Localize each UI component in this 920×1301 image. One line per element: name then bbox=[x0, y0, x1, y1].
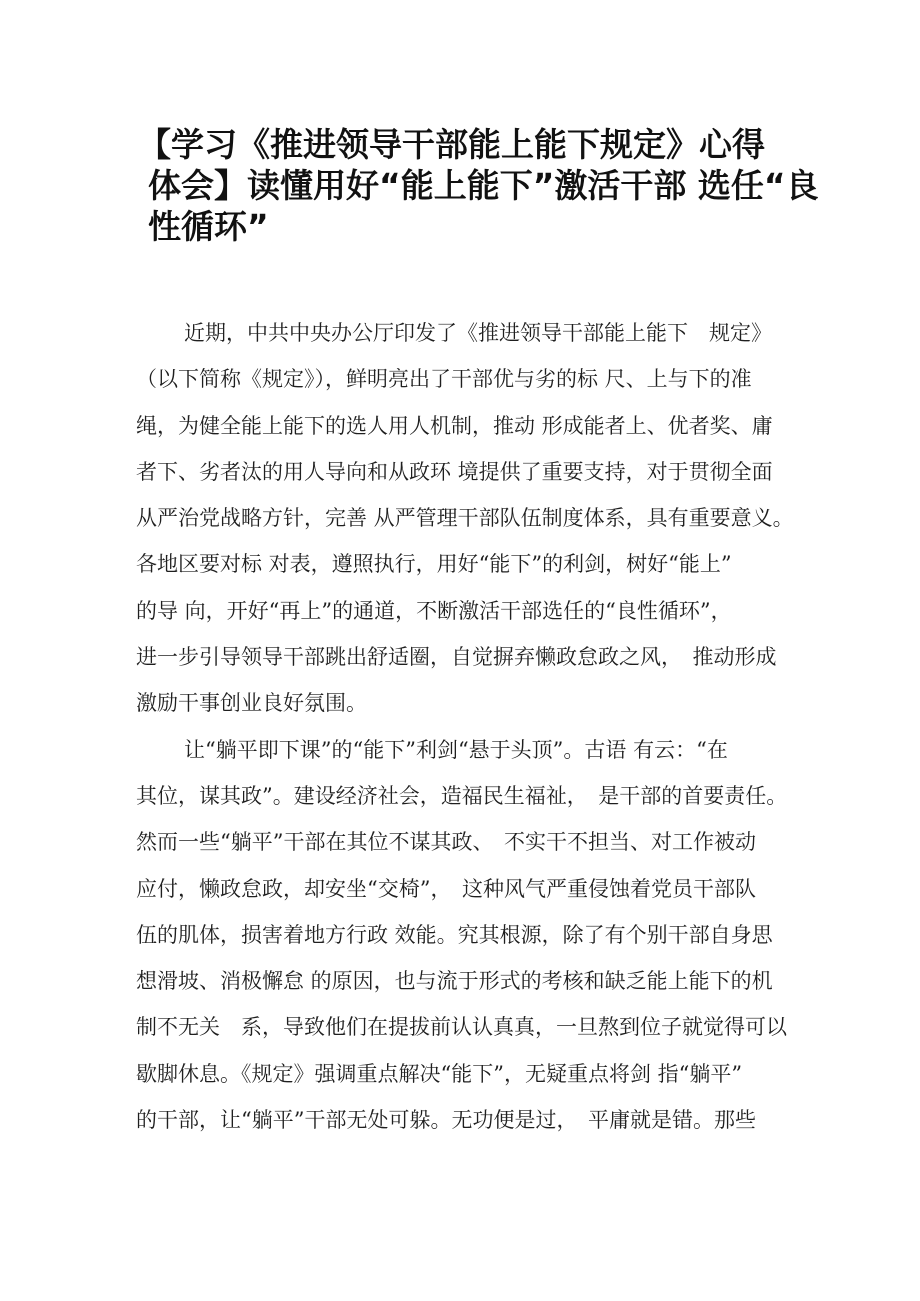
document-title bbox=[138, 124, 819, 247]
title-line: 【学习《推进领导干部能上能下规定》心得 bbox=[138, 125, 765, 164]
text-line: 激励干事创业良好氛围。 bbox=[136, 691, 367, 716]
text-line: 者下、劣者汰的用人导向和从政环 境提供了重要支持，对于贯彻全面 bbox=[136, 459, 773, 484]
text-line: （以下简称《规定》），鲜明亮出了干部优与劣的标 尺、上与下的准 bbox=[136, 367, 752, 392]
title-line: 体会】读懂用好“能上能下”激活干部 选任“良 bbox=[148, 166, 819, 205]
text-line: 进一步引导领导干部跳出舒适圈，自觉摒弃懒政怠政之风， 推动形成 bbox=[136, 645, 777, 670]
text-line: 其位，谋其政”。建设经济社会，造福民生福祉， 是干部的首要责任。 bbox=[136, 783, 788, 808]
text-line: 从严治党战略方针，完善 从严管理干部队伍制度体系，具有重要意义。 bbox=[136, 506, 794, 531]
text-line: 应付，懒政怠政，却安坐“交椅”， 这种风气严重侵蚀着党员干部队 bbox=[136, 876, 756, 901]
text-line: 然而一些“躺平”干部在其位不谋其政、 不实干不担当、对工作被动 bbox=[136, 830, 756, 855]
paragraph bbox=[136, 310, 796, 727]
text-line: 伍的肌体，损害着地方行政 效能。究其根源，除了有个别干部自身思 bbox=[136, 922, 773, 947]
text-line: 歇脚休息。《规定》强调重点解决“能下”，无疑重点将剑 指“躺平” bbox=[136, 1061, 743, 1086]
document-body bbox=[136, 310, 796, 1143]
text-line: 让“躺平即下课”的“能下”利剑“悬于头顶”。古语 有云：“在 bbox=[184, 737, 728, 762]
title-line: 性循环” bbox=[148, 207, 269, 246]
text-line: 的干部，让“躺平”干部无处可躲。无功便是过， 平庸就是错。那些 bbox=[136, 1108, 756, 1133]
text-line: 各地区要对标 对表，遵照执行，用好“能下”的利剑，树好“能上” bbox=[136, 552, 732, 577]
text-line: 的导 向，开好“再上”的通道，不断激活干部选任的“良性循环”， bbox=[136, 598, 732, 623]
text-line: 想滑坡、消极懈怠 的原因，也与流于形式的考核和缺乏能上能下的机 bbox=[136, 969, 773, 994]
paragraph bbox=[136, 727, 796, 1144]
text-line: 近期，中共中央办公厅印发了《推进领导干部能上能下 规定》 bbox=[184, 321, 772, 345]
text-line: 制不无关 系，导致他们在提拔前认认真真，一旦熬到位子就觉得可以 bbox=[136, 1015, 787, 1040]
text-line: 绳，为健全能上能下的选人用人机制，推动 形成能者上、优者奖、庸 bbox=[136, 413, 773, 438]
